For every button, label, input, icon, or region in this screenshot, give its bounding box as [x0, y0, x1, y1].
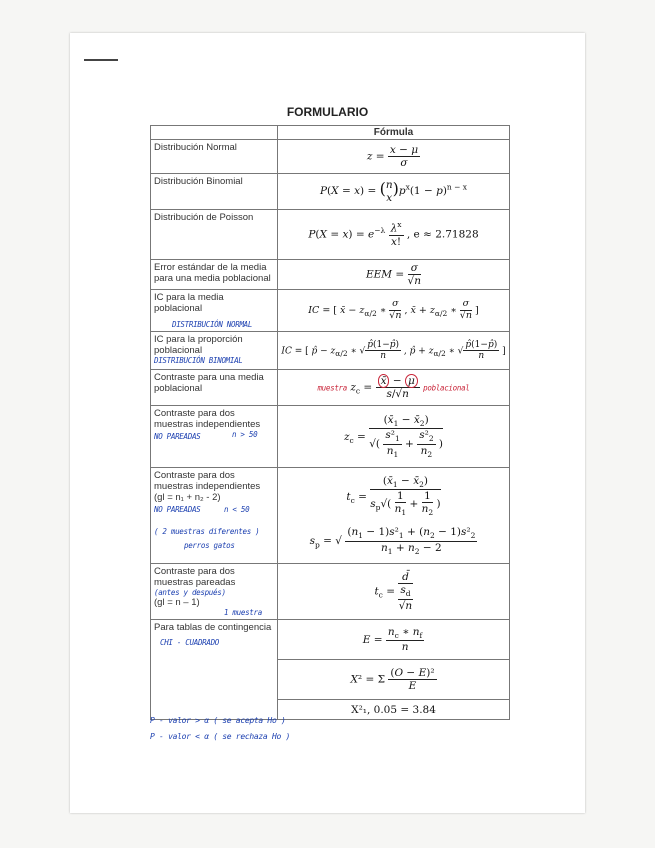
table-row [151, 260, 510, 290]
handwritten-note: n > 50 [232, 430, 258, 440]
handwritten-note: (antes y después) [154, 588, 226, 598]
row-label: Error estándar de la media para una media poblacional [151, 260, 278, 290]
table-row [151, 370, 510, 406]
row-label-text: Contraste para dos muestras independientes [154, 470, 261, 493]
table-row [151, 290, 510, 332]
row-label [151, 290, 278, 332]
table-row [151, 564, 510, 620]
table-header [151, 126, 510, 140]
formula-paired-t: $t_c$ = $\frac{d̄}{\frac{s_d}{√n}}$ [278, 564, 510, 620]
row-label: Distribución de Poisson [151, 210, 278, 260]
formula-eem: EEM = $\frac{\sigma}{√n}$ [278, 260, 510, 290]
formula-one-mean-test: muestra $z_c$ = $\frac{x̄ - \mu}{s/√n}$ poblacional [278, 370, 510, 406]
row-label [151, 406, 278, 468]
row-label [151, 468, 278, 564]
table-row [151, 468, 510, 564]
formula-two-sample-z: $z_c$ = ($x̄_1$ − $x̄_2$) √( $\frac{s^2_1}{n_1}$ + $\frac{s^2_2}{n_2}$ ) [278, 406, 510, 468]
footer-note: P - valor < α ( se rechaza Ho ) [150, 732, 291, 741]
handwritten-note: 1 muestra [224, 608, 262, 618]
handwritten-note: n < 50 [224, 505, 250, 515]
footer-note: P - valor > α ( se acepta Ho ) [150, 716, 286, 725]
table-row [151, 140, 510, 174]
handwritten-note: DISTRIBUCIÓN BINOMIAL [154, 356, 243, 366]
row-label: Contraste para una media poblacional [151, 370, 278, 406]
document-page [70, 33, 585, 813]
formula-binomial: P(X = x) = ( n x )$p^x(1 - p)^{n - x}$ [278, 174, 510, 210]
formula-ic-proportion: IC = [ p̂ − $z_{\alpha/2}$ ∗ √ $\frac{p̂(1-p̂)}{n}$ , p̂ + $z_{\alpha/2}$ ∗ √ $\frac{p̂(1-p̂)}{n}$ ] [278, 332, 510, 370]
scan-artifact [84, 59, 118, 61]
row-label-text: Contraste para dos muestras independientes [154, 408, 261, 431]
table-row [151, 620, 510, 660]
formula-chi-square: X² = Σ $\frac{\text{(O − E)²}}{E}$ [278, 660, 510, 700]
handwritten-note: NO PAREADAS [154, 505, 201, 515]
row-label: Distribución Binomial [151, 174, 278, 210]
handwritten-note: poblacional [423, 383, 470, 393]
handwritten-note: muestra [317, 383, 347, 393]
formula-normal: z = $\frac{x - \mu}{\sigma}$ [278, 140, 510, 174]
formula-chi-critical: X²₁, 0.05 = 3.84 [278, 700, 510, 720]
row-label [151, 332, 278, 370]
row-label-text: Para tablas de contingencia [154, 622, 272, 634]
table-row [151, 406, 510, 468]
handwritten-note: NO PAREADAS [154, 432, 201, 442]
row-label-text: Contraste para dos muestras pareadas [154, 566, 236, 589]
eem-label: EEM [365, 268, 393, 281]
table-row [151, 332, 510, 370]
formula-ic-mean: IC = [ x̄ − $z_{\alpha/2}$ ∗ $\frac{\sigma}{√n}$ , x̄ + $z_{\alpha/2}$ ∗ $\frac{\sigma}{√n}$ ] [278, 290, 510, 332]
handwritten-note: ( 2 muestras diferentes ) [154, 527, 260, 537]
row-label-text: IC para la media poblacional [154, 292, 224, 315]
poisson-e-constant: , e ≈ 2.71828 [406, 228, 479, 241]
handwritten-note: CHI - CUADRADO [160, 638, 220, 648]
formula-two-sample-t: $t_c$ = ($x̄_1$ − $x̄_2$) $s_p√$( $\frac{1}{n_1}$ + $\frac{1}{n_2}$ ) $s_p$ = √ $\frac{(n_1 - 1)s^2_1 + (n_2 - 1)s^2_2}{n_1 + n_2 - 2}$ [278, 468, 510, 564]
page-title: FORMULARIO [286, 105, 369, 119]
table-row [151, 210, 510, 260]
row-sublabel: (gl = n – 1) [154, 597, 200, 609]
handwritten-note: DISTRIBUCIÓN NORMAL [172, 320, 253, 330]
row-label: Distribución Normal [151, 140, 278, 174]
header-col1 [151, 126, 278, 140]
handwritten-note: perros gatos [184, 541, 235, 551]
row-label-text: IC para la proporción poblacional [154, 334, 243, 357]
header-col2: Fórmula [278, 126, 510, 140]
formula-table [150, 125, 510, 720]
row-label [151, 564, 278, 620]
table-row [151, 174, 510, 210]
row-label [151, 620, 278, 720]
formula-expected: E = $\frac{n_c ∗ n_f}{n}$ [278, 620, 510, 660]
row-sublabel: (gl = n₁ + n₂ - 2) [154, 492, 221, 504]
formula-poisson: $P(X = x) = e^{-\lambda}$ $\frac{\lambda^x}{x!}$ , e ≈ 2.71828 [278, 210, 510, 260]
